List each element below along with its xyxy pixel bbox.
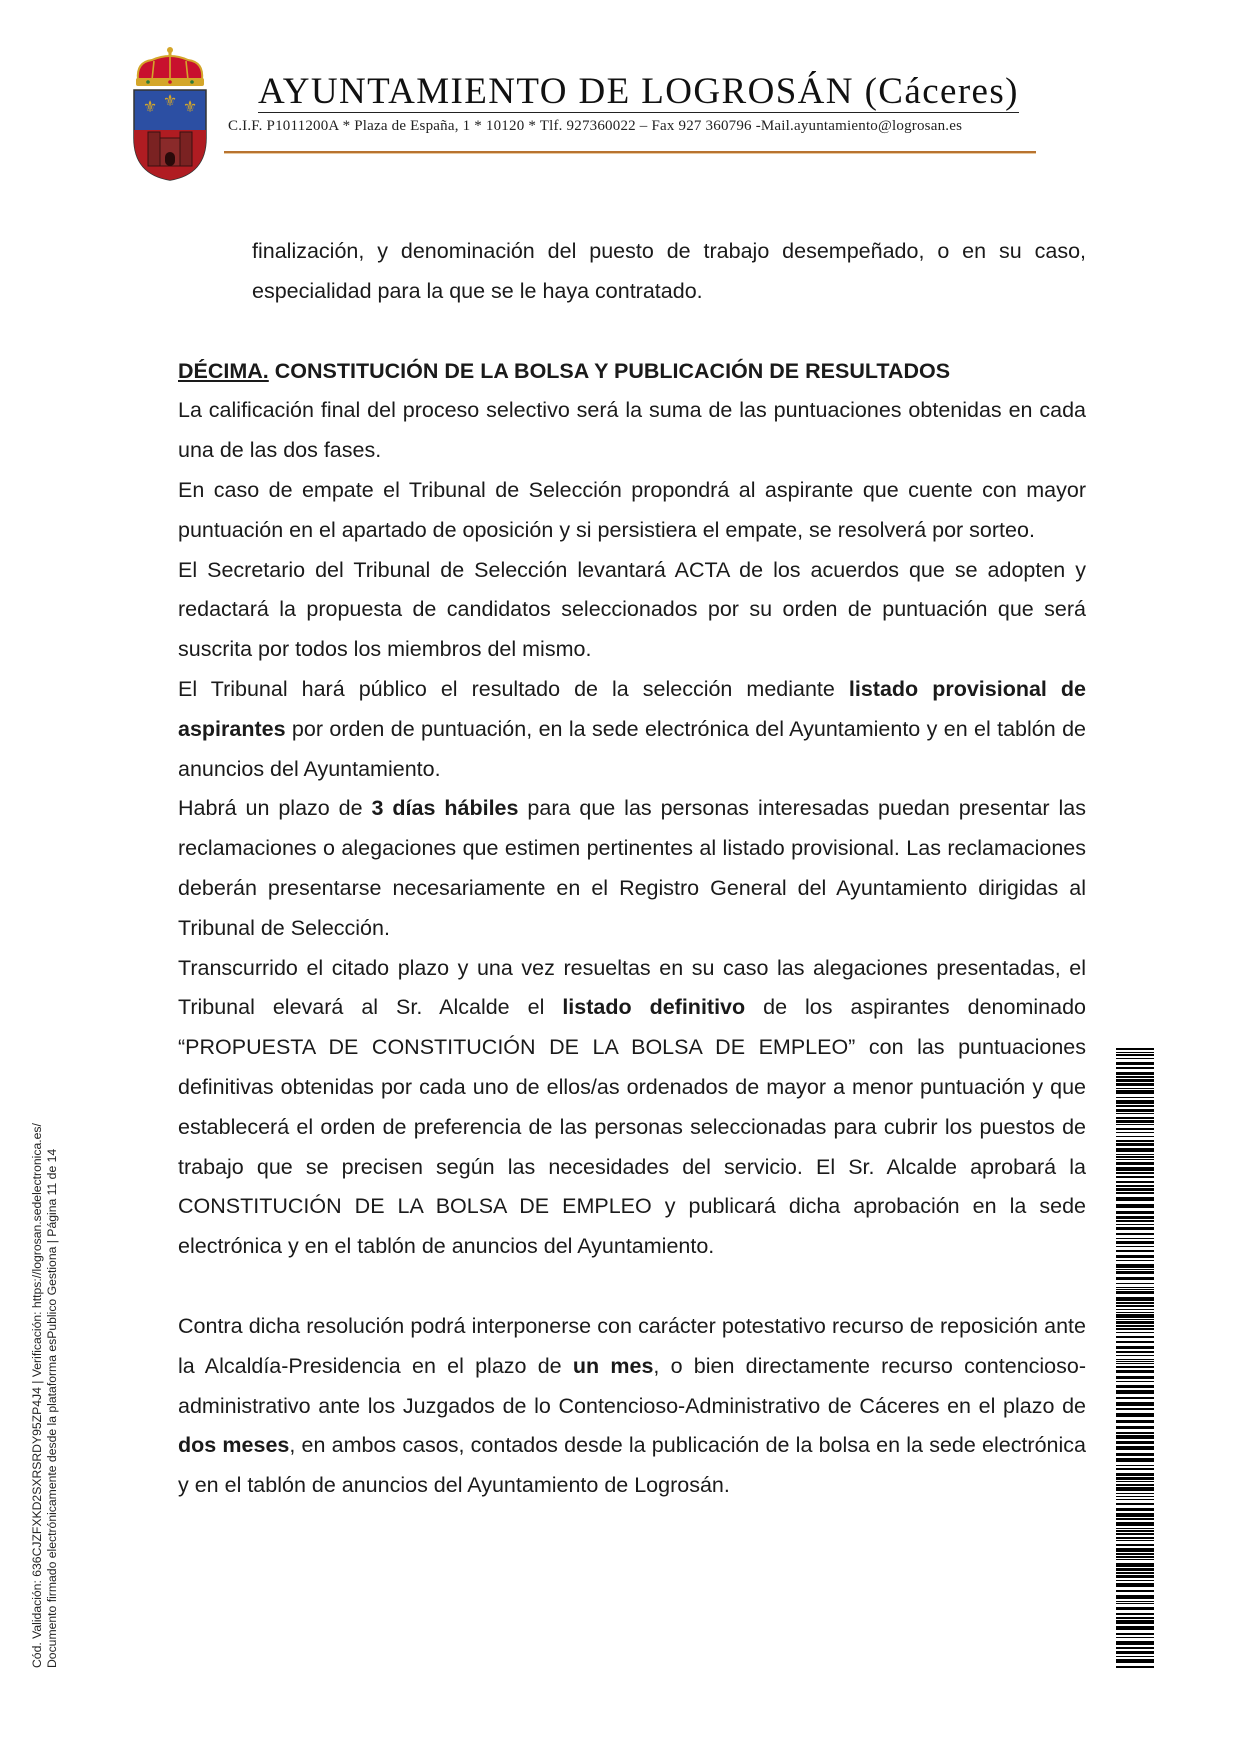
- continued-paragraph: finalización, y denominación del puesto de trabajo desempeñado, o en su caso, especialidad para la que se le haya contratado.: [252, 239, 1086, 303]
- barcode-icon: [1116, 1048, 1154, 1668]
- paragraph-tie-break: En caso de empate el Tribunal de Selección propondrá al aspirante que cuente con mayor puntuación en el apartado de oposición y si persistiera el empate, se resolverá por sorteo.: [178, 477, 1086, 542]
- bold-run: un mes: [572, 1353, 654, 1378]
- bold-run: listado definitivo: [562, 995, 746, 1020]
- text-run: , o bien directamente recurso contencioso-administrativo ante los Juzgados de lo Contencioso-Administrativo de Cáceres en el plazo de: [178, 1353, 1087, 1418]
- text-run: Contra dicha resolución podrá interponerse con carácter potestativo recurso de reposición ante la Alcaldía-Presidencia en el plazo de: [178, 1313, 1086, 1378]
- text-run: , en ambos casos, contados desde la publicación de la bolsa en la sede electrónica y en el tablón de anuncios del Ayuntamiento de Logrosán.: [178, 1433, 1086, 1498]
- bold-run: 3 días hábiles: [371, 796, 519, 821]
- paragraph-secretary: El Secretario del Tribunal de Selección levantará ACTA de los acuerdos que se adopten y redactará la propuesta de candidatos seleccionados por su orden de puntuación que será suscrita por todos los miembros del mismo.: [178, 557, 1086, 662]
- organization-title: AYUNTAMIENTO DE LOGROSÁN (Cáceres): [258, 71, 1019, 112]
- text-run: por orden de puntuación, en la sede electrónica del Ayuntamiento y en el tablón de anuncios del Ayuntamiento.: [178, 716, 1086, 781]
- paragraph-final-score: La calificación final del proceso selectivo será la suma de las puntuaciones obtenidas en cada una de las dos fases.: [178, 398, 1086, 463]
- text-run: Transcurrido el citado plazo y una vez resueltas en su caso las alegaciones presentadas, el Tribunal elevará al Sr. Alcalde el: [178, 955, 1086, 1020]
- paragraph-appeals: [178, 1307, 1086, 1506]
- validation-signature-line: Documento firmado electrónicamente desde la plataforma esPublico Gestiona | Página 11 de 14: [45, 1148, 59, 1668]
- svg-text:⚜: ⚜: [182, 97, 198, 116]
- validation-stamp: [30, 1123, 60, 1668]
- section-heading-text: CONSTITUCIÓN DE LA BOLSA Y PUBLICACIÓN DE RESULTADOS: [268, 358, 951, 383]
- text-run: El Tribunal hará público el resultado de la selección mediante: [178, 676, 849, 701]
- text-run: de los aspirantes denominado “PROPUESTA DE CONSTITUCIÓN DE LA BOLSA DE EMPLEO” con las puntuaciones definitivas obtenidas por cada uno de ellos/as ordenados de mayor a menor puntuación y que establecerá el orden de preferencia de las personas seleccionadas para cubrir los puestos de trabajo que se precisen según las necesidades del servicio. El Sr. Alcalde aprobará la CONSTITUCIÓN DE LA BOLSA DE EMPLEO y publicará dicha aprobación en la sede electrónica y en el tablón de anuncios del Ayuntamiento.: [178, 995, 1086, 1259]
- paragraph-provisional-list: [178, 670, 1086, 789]
- section-heading: [178, 352, 1086, 392]
- coat-of-arms-icon: [128, 46, 212, 182]
- letterhead: [0, 0, 1241, 200]
- svg-text:⚜: ⚜: [162, 91, 178, 110]
- svg-text:⚜: ⚜: [142, 97, 158, 116]
- paragraph-claims-period: [178, 789, 1086, 948]
- bold-run: dos meses: [178, 1433, 290, 1458]
- validation-code-line: Cód. Validación: 636CJZFXKD2SXRSRDY95ZP4J4 | Verificación: https://logrosan.sedelectronica.es/: [30, 1123, 44, 1668]
- spacer: [178, 312, 1086, 352]
- header-divider: [224, 151, 1036, 154]
- document-body: [178, 232, 1086, 1506]
- bold-run: listado provisional de aspirantes: [178, 676, 1086, 741]
- spacer: [178, 1267, 1086, 1307]
- text-run: para que las personas interesadas puedan presentar las reclamaciones o alegaciones que estimen pertinentes al listado provisional. Las reclamaciones deberán presentarse necesariamente en el Registro General del Ayuntamiento dirigidas al Tribunal de Selección.: [178, 796, 1086, 940]
- paragraph-definitive-list: [178, 949, 1086, 1267]
- validation-sidebar: [1116, 1028, 1206, 1686]
- text-run: Habrá un plazo de: [178, 796, 372, 821]
- organization-contact-info: C.I.F. P1011200A * Plaza de España, 1 * 10120 * Tlf. 927360022 – Fax 927 360796 -Mail.ayuntamiento@logrosan.es: [228, 118, 963, 134]
- section-heading-label: DÉCIMA.: [178, 358, 269, 383]
